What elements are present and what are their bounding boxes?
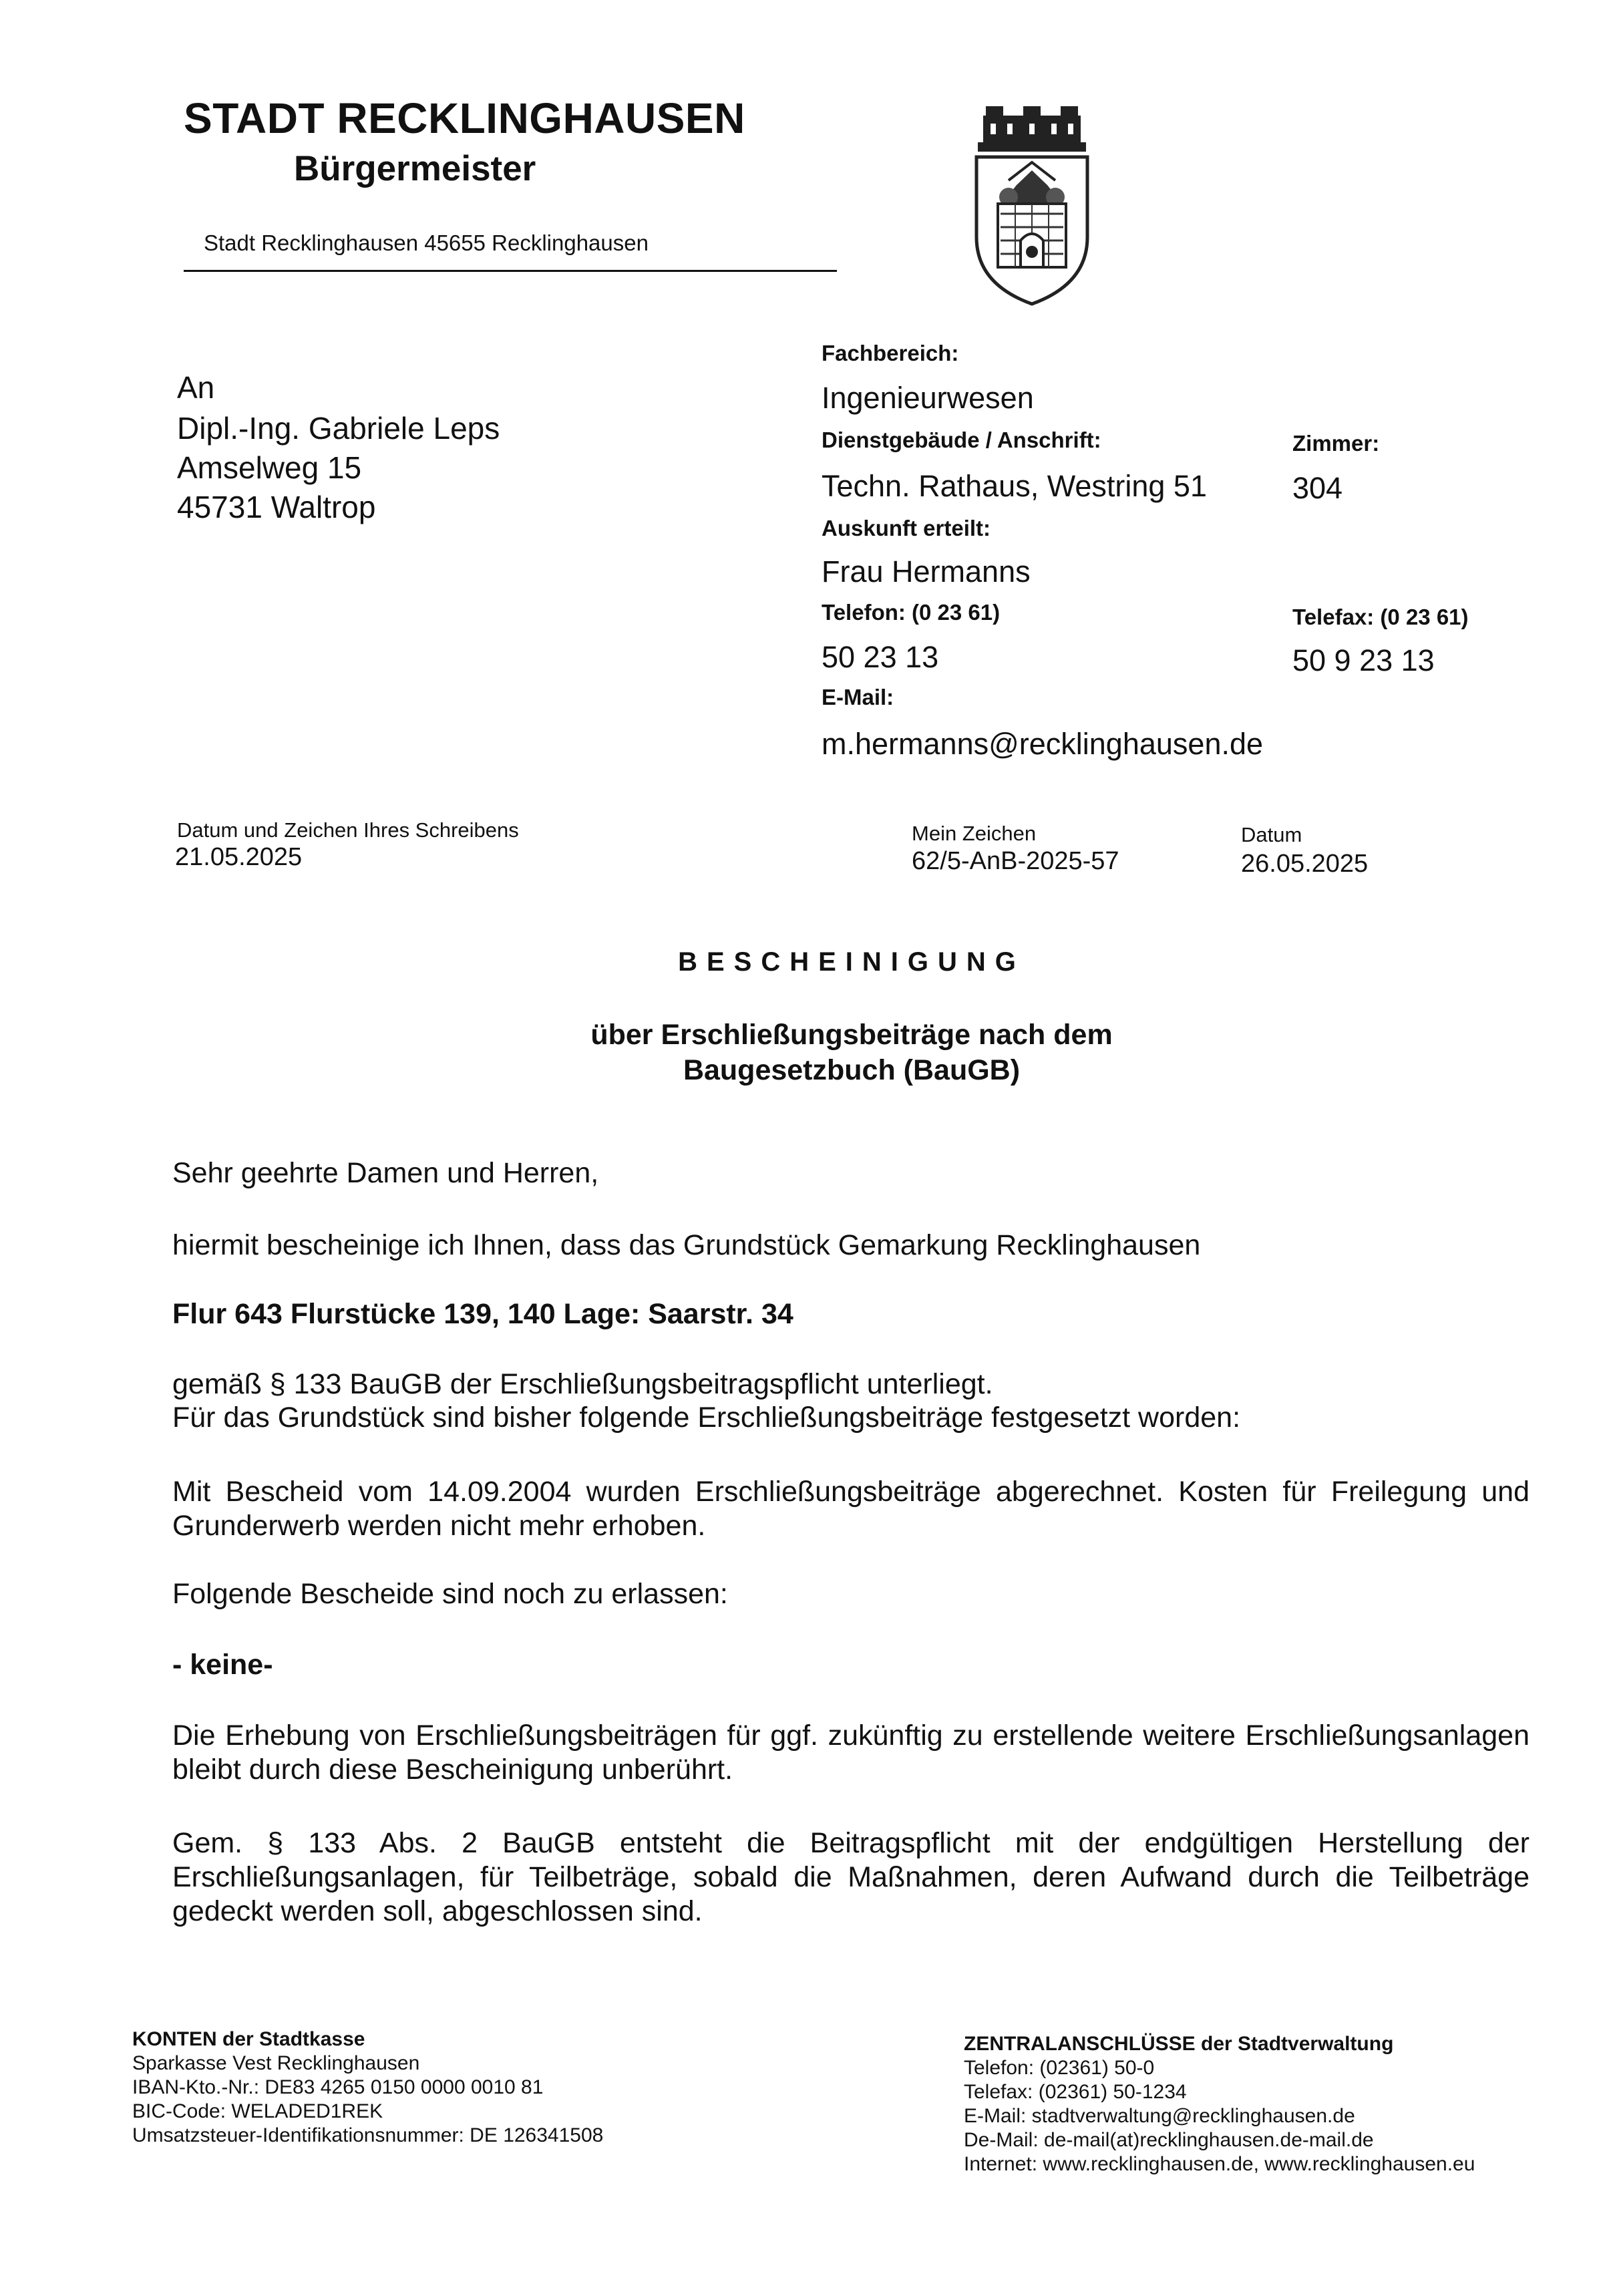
date-value: 26.05.2025 (1241, 850, 1369, 878)
info-label: Auskunft erteilt: (822, 516, 991, 540)
pending-intro: Folgende Bescheide sind noch zu erlassen: (172, 1578, 728, 1610)
city-name: STADT RECKLINGHAUSEN (184, 94, 745, 142)
building-value: Techn. Rathaus, Westring 51 (822, 469, 1207, 503)
your-reference-value: 21.05.2025 (175, 843, 303, 871)
footer-central-contacts (964, 2032, 1475, 2176)
office-title: Bürgermeister (294, 149, 536, 188)
future-levies-paragraph: Die Erhebung von Erschließungsbeiträgen für ggf. zukünftig zu erstellende weitere Erschließungsanlagen bleibt durch diese Bescheinigung unberührt. (172, 1719, 1530, 1786)
email-label: E-Mail: (822, 685, 894, 709)
footer-central-heading: ZENTRALANSCHLÜSSE der Stadtverwaltung (964, 2033, 1394, 2055)
building-label: Dienstgebäude / Anschrift: (822, 428, 1101, 452)
phone-value: 50 23 13 (822, 640, 939, 674)
document-subtitle-line-1: über Erschließungsbeiträge nach dem (590, 1019, 1113, 1051)
document-subtitle-line-2: Baugesetzbuch (BauGB) (683, 1054, 1021, 1086)
footer-central-phone: Telefon: (02361) 50-0 (964, 2057, 1155, 2079)
recipient-street: Amselweg 15 (177, 450, 362, 485)
room-value: 304 (1292, 471, 1343, 505)
parcel-designation: Flur 643 Flurstücke 139, 140 Lage: Saarstr. 34 (172, 1298, 793, 1330)
footer-bic: BIC-Code: WELADED1REK (132, 2100, 383, 2122)
your-reference-label: Datum und Zeichen Ihres Schreibens (177, 818, 519, 842)
my-reference-value: 62/5-AnB-2025-57 (912, 847, 1119, 875)
fax-label: Telefax: (0 23 61) (1292, 605, 1469, 629)
city-crest-icon (968, 104, 1095, 311)
salutation: Sehr geehrte Damen und Herren, (172, 1157, 599, 1189)
recipient-line-to: An (177, 370, 215, 405)
room-label: Zimmer: (1292, 431, 1380, 456)
department-value: Ingenieurwesen (822, 381, 1034, 415)
info-value: Frau Hermanns (822, 554, 1031, 589)
footer-central-internet: Internet: www.recklinghausen.de, www.recklinghausen.eu (964, 2153, 1475, 2175)
sender-divider (184, 270, 837, 272)
phone-label: Telefon: (0 23 61) (822, 600, 1001, 625)
duty-line-2: Für das Grundstück sind bisher folgende Erschließungsbeiträge festgesetzt worden: (172, 1402, 1241, 1434)
footer-bank-name: Sparkasse Vest Recklinghausen (132, 2052, 420, 2074)
recipient-name: Dipl.-Ing. Gabriele Leps (177, 411, 500, 446)
document-title: BESCHEINIGUNG (678, 947, 1025, 977)
footer-central-fax: Telefax: (02361) 50-1234 (964, 2081, 1187, 2103)
pending-none: - keine- (172, 1649, 273, 1681)
footer-central-demail: De-Mail: de-mail(at)recklinghausen.de-mail.de (964, 2129, 1374, 2151)
email-value: m.hermanns@recklinghausen.de (822, 727, 1264, 761)
fax-value: 50 9 23 13 (1292, 643, 1435, 677)
intro-paragraph: hiermit bescheinige ich Ihnen, dass das Grundstück Gemarkung Recklinghausen (172, 1229, 1201, 1261)
legal-basis-paragraph: Gem. § 133 Abs. 2 BauGB entsteht die Beitragspflicht mit der endgültigen Herstellung der Erschließungsanlagen, für Teilbeträge, sobald die Maßnahmen, deren Aufwand durch die Teilbeträge gedeckt werden soll, abgeschlossen sind. (172, 1827, 1530, 1927)
footer-vat-id: Umsatzsteuer-Identifikationsnummer: DE 126341508 (132, 2124, 604, 2146)
footer-iban: IBAN-Kto.-Nr.: DE83 4265 0150 0000 0010 81 (132, 2076, 544, 2098)
date-label: Datum (1241, 823, 1302, 846)
duty-line-1: gemäß § 133 BauGB der Erschließungsbeitragspflicht unterliegt. (172, 1368, 993, 1400)
sender-address-line: Stadt Recklinghausen 45655 Recklinghausen (204, 230, 649, 255)
my-reference-label: Mein Zeichen (912, 822, 1037, 845)
footer-accounts (132, 2027, 603, 2148)
department-label: Fachbereich: (822, 341, 959, 365)
footer-central-email: E-Mail: stadtverwaltung@recklinghausen.de (964, 2105, 1355, 2127)
settlement-paragraph: Mit Bescheid vom 14.09.2004 wurden Erschließungsbeiträge abgerechnet. Kosten für Freilegung und Grunderwerb werden nicht mehr erhoben. (172, 1476, 1530, 1542)
recipient-city: 45731 Waltrop (177, 490, 376, 524)
footer-accounts-heading: KONTEN der Stadtkasse (132, 2028, 365, 2050)
